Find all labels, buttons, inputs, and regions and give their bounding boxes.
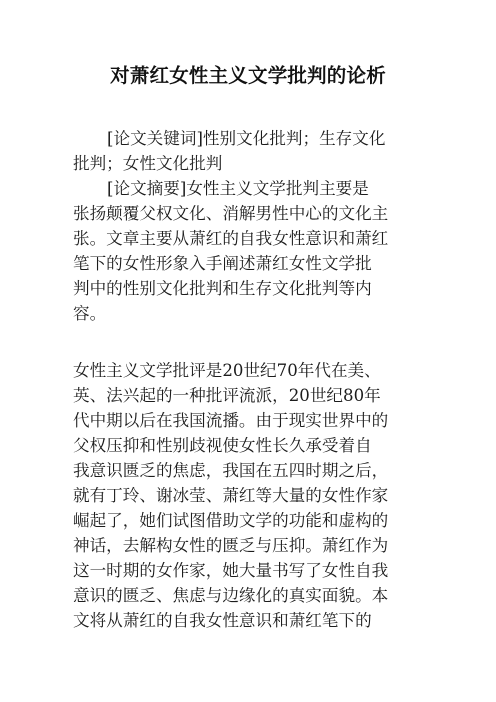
body-paragraph bbox=[73, 358, 425, 633]
abstract-line: 张扬颠覆父权文化、消解男性中心的文化主 bbox=[73, 204, 389, 223]
body-line: 就有丁玲、谢冰莹、萧红等大量的女性作家 bbox=[73, 486, 389, 505]
body-line: 神话，去解构女性的匮乏与压抑。萧红作为 bbox=[73, 536, 389, 555]
body-line: 这一时期的女作家，她大量书写了女性自我 bbox=[73, 561, 389, 580]
body-line: 父权压抑和性别歧视使女性长久承受着自 bbox=[73, 436, 372, 455]
abstract-line: 容。 bbox=[73, 304, 107, 323]
body-line: 我意识匮乏的焦虑，我国在五四时期之后， bbox=[73, 461, 389, 480]
body-line: 英、法兴起的一种批评流派，20世纪80年 bbox=[73, 386, 381, 405]
abstract-line: [论文摘要]女性主义文学批判主要是 bbox=[107, 179, 369, 198]
keywords-line: 批判；女性文化批判 bbox=[73, 154, 223, 173]
body-line: 崛起了，她们试图借助文学的功能和虚构的 bbox=[73, 511, 389, 530]
body-line: 意识的匮乏、焦虑与边缘化的真实面貌。本 bbox=[73, 586, 389, 605]
body-line: 女性主义文学批评是20世纪70年代在美、 bbox=[73, 361, 381, 380]
keywords-line: [论文关键词]性别文化批判；生存文化 bbox=[107, 129, 386, 148]
body-line: 代中期以后在我国流播。由于现实世界中的 bbox=[73, 411, 389, 430]
document-title: 对萧红女性主义文学批判的论析 bbox=[110, 64, 386, 87]
abstract-line: 张。文章主要从萧红的自我女性意识和萧红 bbox=[73, 229, 389, 248]
keywords-paragraph bbox=[73, 126, 425, 176]
abstract-paragraph bbox=[73, 176, 425, 326]
body-line: 文将从萧红的自我女性意识和萧红笔下的 bbox=[73, 611, 372, 630]
abstract-line: 判中的性别文化批判和生存文化批判等内 bbox=[73, 279, 372, 298]
abstract-line: 笔下的女性形象入手阐述萧红女性文学批 bbox=[73, 254, 372, 273]
